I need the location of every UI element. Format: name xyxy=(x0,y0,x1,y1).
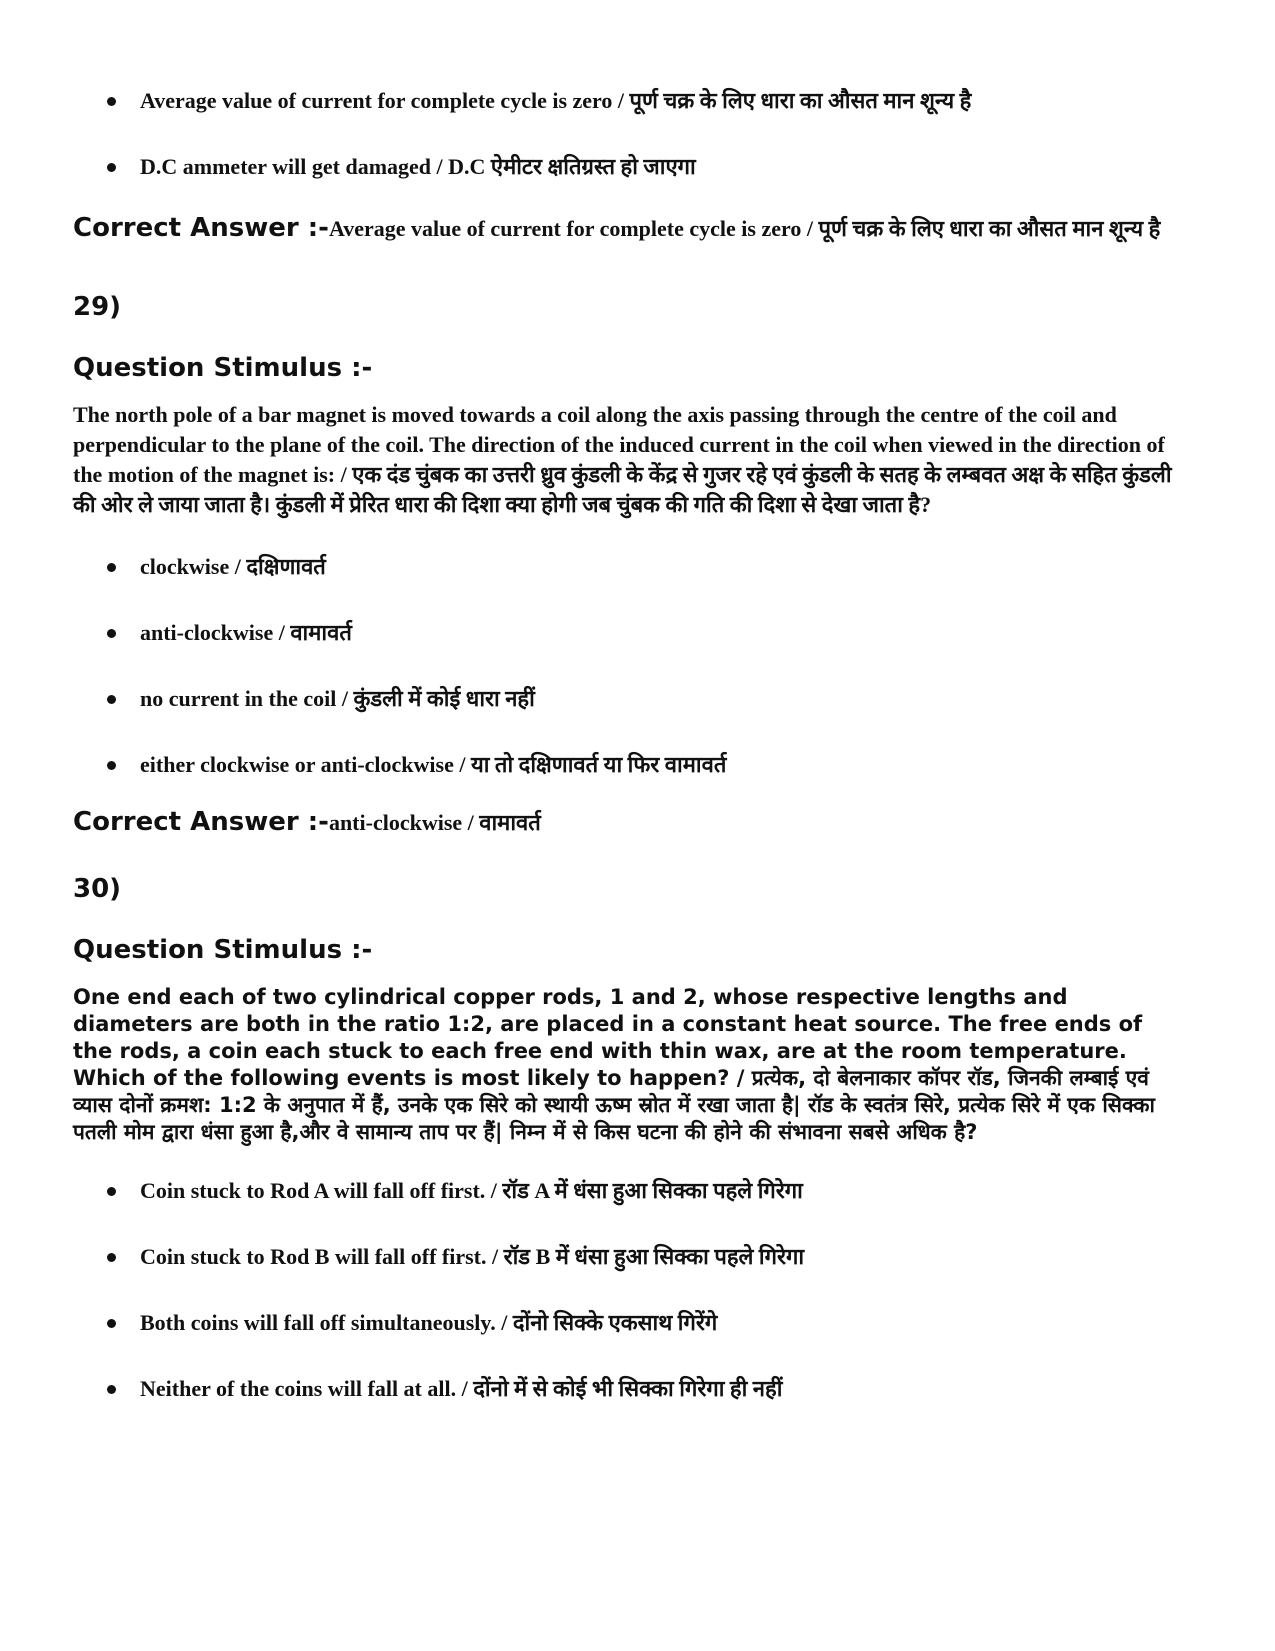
question-stimulus-label: Question Stimulus :- xyxy=(73,353,373,383)
bullet-icon xyxy=(107,1253,116,1262)
bullet-icon xyxy=(107,1319,116,1328)
correct-answer-label: Correct Answer :- xyxy=(73,807,329,837)
bullet-icon xyxy=(107,761,116,770)
correct-answer-value: Average value of current for complete cycle is zero / पूर्ण चक्र के लिए धारा का औसत मान शून्य है xyxy=(328,216,1161,241)
question-stimulus-label: Question Stimulus :- xyxy=(73,935,373,965)
bullet-icon xyxy=(107,1187,116,1196)
bullet-icon xyxy=(107,97,116,106)
question-number: 30) xyxy=(73,874,122,904)
q30-option-3: Both coins will fall off simultaneously. / दोंनो सिक्के एकसाथ गिरेंगे xyxy=(73,1308,1203,1338)
q28-option-4: D.C ammeter will get damaged / D.C ऐमीटर क्षतिग्रस्त हो जाएगा xyxy=(73,152,1203,182)
q30-option-2: Coin stuck to Rod B will fall off first. / रॉड B में धंसा हुआ सिक्का पहले गिरेगा xyxy=(73,1242,1203,1272)
q29-option-3: no current in the coil / कुंडली में कोई धारा नहीं xyxy=(73,684,1203,714)
q29-option-2: anti-clockwise / वामावर्त xyxy=(73,618,1203,648)
q28-correct-answer xyxy=(73,212,1163,245)
q29-option-1: clockwise / दक्षिणावर्त xyxy=(73,552,1203,582)
bullet-icon xyxy=(107,563,116,572)
correct-answer-label: Correct Answer :- xyxy=(73,213,329,243)
q29-correct-answer xyxy=(73,806,1203,839)
q28-options xyxy=(73,86,1203,182)
question-stimulus-text: One end each of two cylindrical copper rods, 1 and 2, whose respective lengths and diameters are both in the ratio 1:2, are placed in a constant heat source. The free ends of the rods, a coin each stuck to each free end with thin wax, are at the room temperature. Which of the following events is most likely to happen? / प्रत्येक, दो बेलनाकार कॉपर रॉड, जिनकी लम्बाई एवं व्यास दोनों क्रमश: 1:2 के अनुपात में हैं, उनके एक सिरे को स्थायी ऊष्म स्रोत में रखा जाता है| रॉड के स्वतंत्र सिरे, प्रत्येक सिरे में एक सिक्का पतली मोम द्वारा धंसा हुआ है,और वे सामान्य ताप पर हैं| निम्न में से किस घटना की होने की संभावना सबसे अधिक है? xyxy=(73,985,1155,1144)
q30-option-1: Coin stuck to Rod A will fall off first. / रॉड A में धंसा हुआ सिक्का पहले गिरेगा xyxy=(73,1176,1203,1206)
q28-option-3: Average value of current for complete cycle is zero / पूर्ण चक्र के लिए धारा का औसत मान शून्य है xyxy=(73,86,1203,116)
q30-options xyxy=(73,1176,1203,1404)
bullet-icon xyxy=(107,163,116,172)
q30-option-4: Neither of the coins will fall at all. / दोंनो में से कोई भी सिक्का गिरेगा ही नहीं xyxy=(73,1374,1203,1404)
question-number: 29) xyxy=(73,292,122,322)
question-stimulus-text: The north pole of a bar magnet is moved towards a coil along the axis passing through the centre of the coil and perpendicular to the plane of the coil. The direction of the induced current in the coil when viewed in the direction of the motion of the magnet is: / एक दंड चुंबक का उत्तरी ध्रुव कुंडली के केंद्र से गुजर रहे एवं कुंडली के सतह के लम्बवत अक्ष के सहित कुंडली की ओर ले जाया जाता है। कुंडली में प्रेरित धारा की दिशा क्या होगी जब चुंबक की गति की दिशा से देखा जाता है? xyxy=(73,402,1172,517)
document-page xyxy=(73,86,1203,1404)
bullet-icon xyxy=(107,695,116,704)
bullet-icon xyxy=(107,1385,116,1394)
bullet-icon xyxy=(107,629,116,638)
q29-option-4: either clockwise or anti-clockwise / या तो दक्षिणावर्त या फिर वामावर्त xyxy=(73,750,1203,780)
correct-answer-value: anti-clockwise / वामावर्त xyxy=(328,810,541,835)
q29-options xyxy=(73,552,1203,780)
